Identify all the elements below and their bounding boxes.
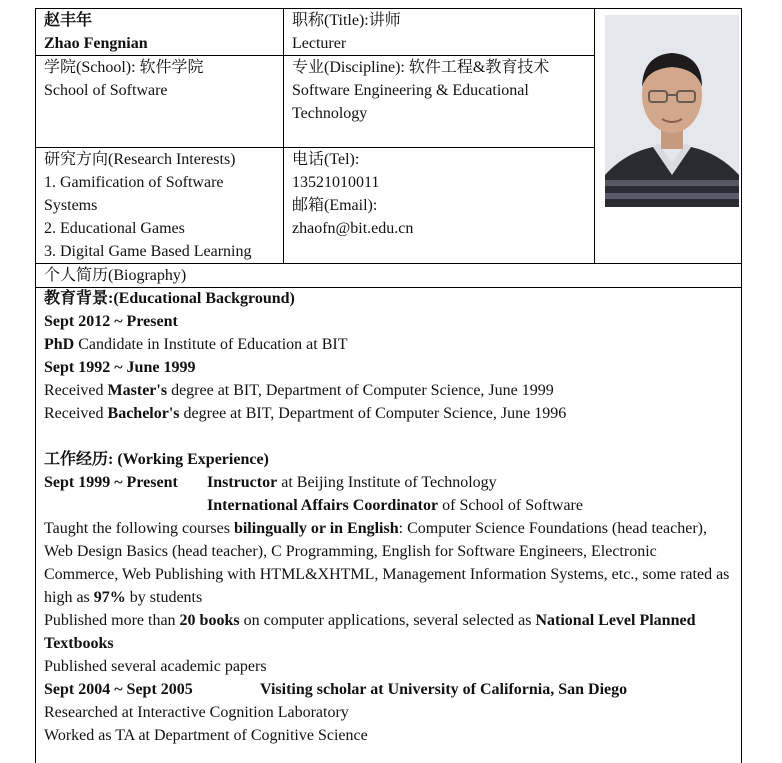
discipline-value: Software Engineering & Educational (292, 82, 529, 99)
table-border-left (35, 8, 36, 763)
table-border-right (741, 8, 742, 763)
work-heading-cn: 工作经历: (44, 451, 114, 468)
education-heading-cn: 教育背景: (44, 290, 114, 307)
entry-text: by students (125, 589, 203, 606)
education-period (44, 356, 734, 379)
work-heading-en: (Working Experience) (113, 451, 269, 468)
entry-text: of School of Software (438, 497, 583, 514)
entry-text: Published more than (44, 612, 180, 629)
research-lab-line: Researched at Interactive Cognition Laboratory (44, 704, 349, 721)
biography-label (44, 264, 186, 287)
discipline-label: 专业(Discipline): 软件工程&教育技术 (292, 59, 550, 76)
books-paragraph (44, 609, 734, 655)
research-label: 研究方向(Research Interests) (44, 151, 236, 168)
emphasis-text: 20 books (179, 612, 240, 629)
ta-line: Worked as TA at Department of Cognitive Science (44, 727, 368, 744)
work-entry (44, 678, 734, 701)
school-value: School of Software (44, 82, 168, 99)
title-cell (292, 9, 401, 55)
degree-text: Bachelor's (107, 405, 180, 422)
entry-text: Received (44, 405, 108, 422)
period-text: Sept 1999 ~ Present (44, 474, 178, 491)
education-entry (44, 379, 734, 402)
entry-text: at Beijing Institute of Technology (277, 474, 497, 491)
profile-table (35, 8, 742, 763)
entry-text: Taught the following courses (44, 520, 234, 537)
education-entry (44, 402, 734, 425)
entry-text: Candidate in Institute of Education at BIT (74, 336, 348, 353)
discipline-value: Technology (292, 105, 368, 122)
research-cell (44, 148, 252, 263)
email-label: 邮箱(Email): (292, 197, 378, 214)
emphasis-text: bilingually or in English (233, 520, 399, 537)
entry-text: : Computer Science Foundations (head teacher), Web Design Basics (head teacher), C Programming, English for Software Engineers, Electronic Commerce, Web Publishing with HTML&XHTML, Management Information Systems, etc., some rated as high as (44, 520, 730, 606)
courses-paragraph (44, 517, 734, 609)
research-item: 2. Educational Games (44, 220, 185, 237)
education-heading-en: (Educational Background) (113, 290, 295, 307)
tel-label: 电话(Tel): (292, 151, 360, 168)
entry-text: on computer applications, several selected as (239, 612, 536, 629)
email-value: zhaofn@bit.edu.cn (292, 220, 414, 237)
biography-label-text: 个人简历(Biography) (44, 267, 187, 284)
role-text: International Affairs Coordinator (207, 497, 439, 514)
entry-text: degree at BIT, Department of Computer Science, June 1996 (179, 405, 567, 422)
name-english: Zhao Fengnian (44, 35, 148, 52)
work-heading (44, 448, 734, 471)
role-text: Visiting scholar at University of California, San Diego (260, 681, 628, 698)
emphasis-text: National Level Planned Textbooks (44, 612, 696, 652)
name-chinese: 赵丰年 (44, 12, 93, 29)
research-item: Systems (44, 197, 98, 214)
contact-cell (292, 148, 413, 240)
discipline-cell (292, 56, 549, 125)
emphasis-text: 97% (93, 589, 126, 606)
biography-content (44, 287, 734, 747)
entry-text: degree at BIT, Department of Computer Science, June 1999 (167, 382, 554, 399)
period-text: Sept 1992 ~ June 1999 (44, 359, 196, 376)
school-label: 学院(School): 软件学院 (44, 59, 204, 76)
education-entry (44, 333, 734, 356)
tel-value: 13521010011 (292, 174, 380, 191)
period-text: Sept 2012 ~ Present (44, 313, 178, 330)
title-label: 职称(Title):讲师 (292, 12, 401, 29)
table-column-divider (283, 8, 284, 264)
research-item: 1. Gamification of Software (44, 174, 224, 191)
name-cell (44, 9, 148, 55)
papers-line: Published several academic papers (44, 658, 267, 675)
work-entry (44, 471, 734, 494)
portrait-photo (605, 15, 739, 207)
entry-text: Received (44, 382, 108, 399)
degree-text: PhD (44, 336, 75, 353)
table-column-divider (594, 8, 595, 264)
research-item: 3. Digital Game Based Learning (44, 243, 252, 260)
spacer (44, 425, 734, 448)
period-text: Sept 2004 ~ Sept 2005 (44, 681, 193, 698)
school-cell (44, 56, 204, 102)
title-value: Lecturer (292, 35, 347, 52)
work-entry (44, 494, 734, 517)
role-text: Instructor (207, 474, 278, 491)
portrait-image (605, 15, 739, 207)
degree-text: Master's (107, 382, 168, 399)
education-period (44, 310, 734, 333)
education-heading (44, 287, 734, 310)
